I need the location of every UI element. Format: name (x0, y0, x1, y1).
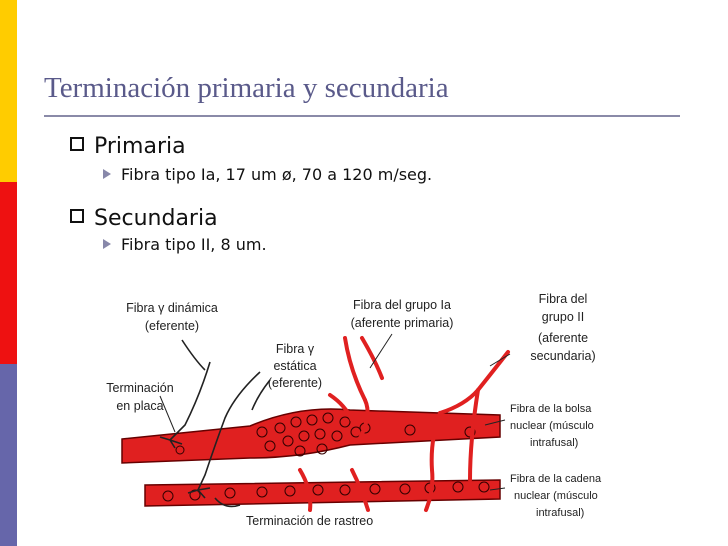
efferent-fibers (160, 340, 270, 506)
label-terminacion-placa: Terminación (106, 381, 174, 395)
bullet-label: Primaria (94, 134, 186, 159)
label-fibra-estatica-2: estática (273, 359, 317, 373)
label-grupo-ii-2: grupo II (541, 310, 585, 324)
label-grupo-ii-3: (aferente (537, 331, 589, 345)
label-cadena-nuclear-3: intrafusal) (536, 507, 585, 519)
bullet-label: Secundaria (94, 206, 218, 231)
label-fibra-estatica: Fibra γ (275, 342, 315, 356)
label-fibra-dinamica-2: (eferente) (144, 319, 200, 333)
label-bolsa-nuclear: Fibra de la bolsa (510, 403, 592, 415)
label-grupo-ii: Fibra del (538, 292, 588, 306)
label-grupo-ia-2: (aferente primaria) (350, 316, 454, 330)
sub-bullet-label: Fibra tipo Ia, 17 um ø, 70 a 120 m/seg. (121, 165, 433, 184)
label-cadena-nuclear: Fibra de la cadena (510, 473, 602, 485)
label-terminacion-rastreo: Terminación de rastreo (246, 514, 374, 528)
sub-bullet-label: Fibra tipo II, 8 um. (121, 235, 267, 254)
label-fibra-dinamica: Fibra γ dinámica (126, 301, 218, 315)
label-cadena-nuclear-2: nuclear (músculo (514, 490, 598, 502)
label-bolsa-nuclear-3: intrafusal) (530, 437, 579, 449)
nuclear-bag-fiber (122, 409, 500, 463)
label-grupo-ii-4: secundaria) (530, 349, 596, 363)
slide-title: Terminación primaria y secundaria (44, 72, 449, 104)
label-fibra-estatica-3: (eferente) (267, 376, 323, 390)
label-grupo-ia: Fibra del grupo Ia (353, 298, 451, 312)
label-bolsa-nuclear-2: nuclear (músculo (510, 420, 594, 432)
label-terminacion-placa-2: en placa (116, 399, 164, 413)
